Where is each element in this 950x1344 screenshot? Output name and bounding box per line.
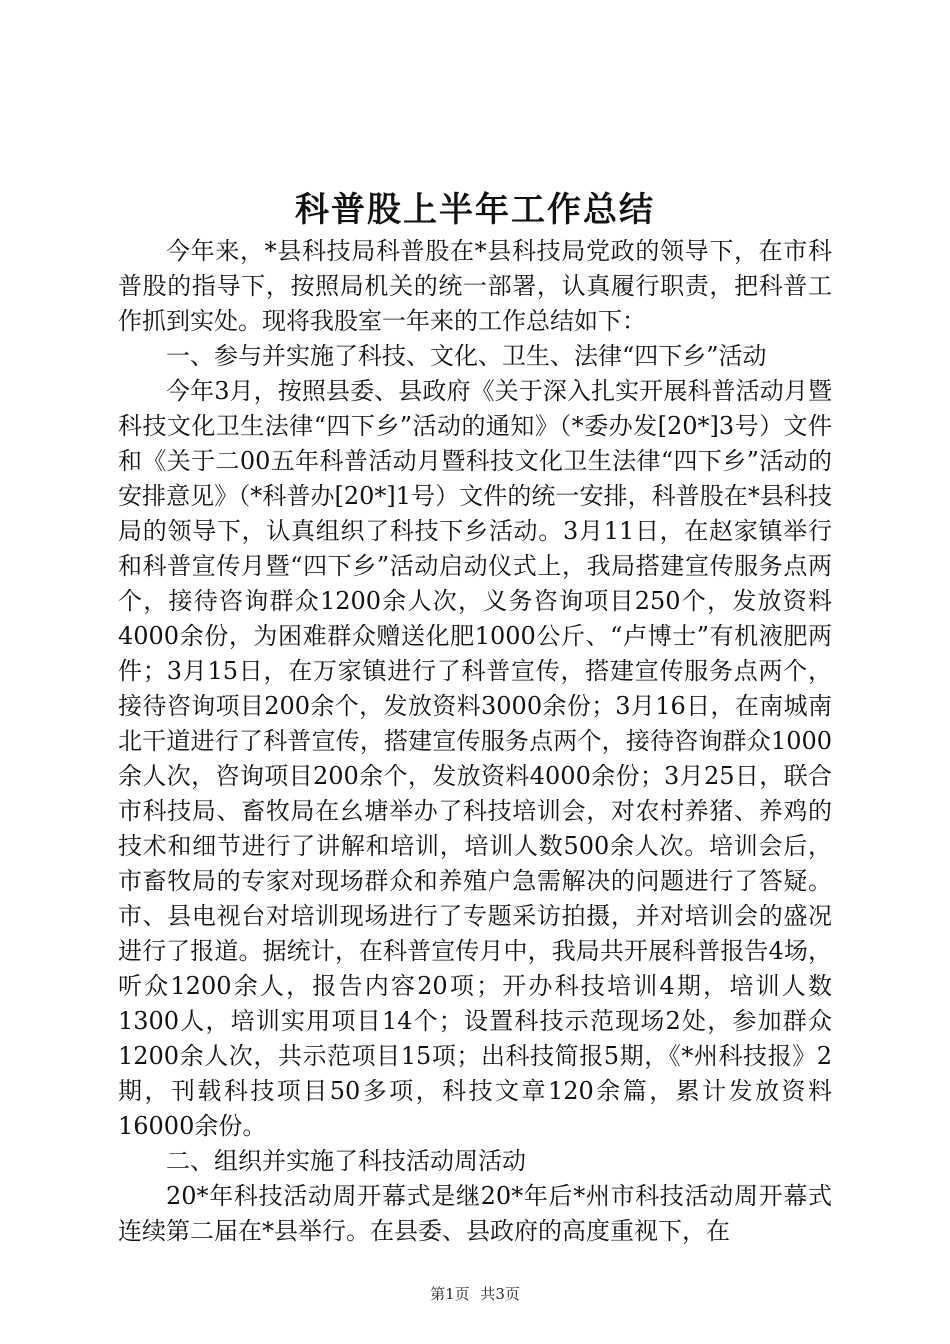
document-body [118,234,832,1249]
page-footer [0,1284,950,1304]
paragraph-section-1: 今年3月，按照县委、县政府《关于深入扎实开展科普活动月暨科技文化卫生法律“四下乡”活动的通知》（*委办发[20*]3号）文件和《关于二00五年科普活动月暨科技文化卫生法律“四下乡”活动的安排意见》（*科普办[20*]1号）文件的统一安排，科普股在*县科技局的领导下，认真组织了科技下乡活动。3月11日，在赵家镇举行和科普宣传月暨“四下乡”活动启动仪式上，我局搭建宣传服务点两个，接待咨询群众1200余人次，义务咨询项目250个，发放资料4000余份，为困难群众赠送化肥1000公斤、“卢博士”有机液肥两件；3月15日，在万家镇进行了科普宣传，搭建宣传服务点两个，接待咨询项目200余个，发放资料3000余份；3月16日，在南城南北干道进行了科普宣传，搭建宣传服务点两个，接待咨询群众1000余人次，咨询项目200余个，发放资料4000余份；3月25日，联合市科技局、畜牧局在幺塘举办了科技培训会，对农村养猪、养鸡的技术和细节进行了讲解和培训，培训人数500余人次。培训会后，市畜牧局的专家对现场群众和养殖户急需解决的问题进行了答疑。市、县电视台对培训现场进行了专题采访拍摄，并对培训会的盛况进行了报道。据统计，在科普宣传月中，我局共开展科普报告4场，听众1200余人，报告内容20项；开办科技培训4期，培训人数1300人，培训实用项目14个；设置科技示范现场2处，参加群众1200余人次，共示范项目15项；出科技简报5期，《*州科技报》2期，刊载科技项目50多项，科技文章120余篇，累计发放资料16000余份。 [118,377,832,1140]
section-heading-1: 一、参与并实施了科技、文化、卫生、法律“四下乡”活动 [166,342,767,370]
paragraph-intro: 今年来，*县科技局科普股在*县科技局党政的领导下，在市科普股的指导下，按照局机关的统一部署，认真履行职责，把科普工作抓到实处。现将我股室一年来的工作总结如下： [118,237,832,335]
page-total: 共3页 [480,1285,520,1303]
page-number: 第1页 [430,1285,470,1303]
document-title: 科普股上半年工作总结 [295,190,655,230]
paragraph-section-2: 20*年科技活动周开幕式是继20*年后*州市科技活动周开幕式连续第二届在*县举行。在县委、县政府的高度重视下，在 [118,1182,832,1245]
section-heading-2: 二、组织并实施了科技活动周活动 [166,1147,526,1175]
